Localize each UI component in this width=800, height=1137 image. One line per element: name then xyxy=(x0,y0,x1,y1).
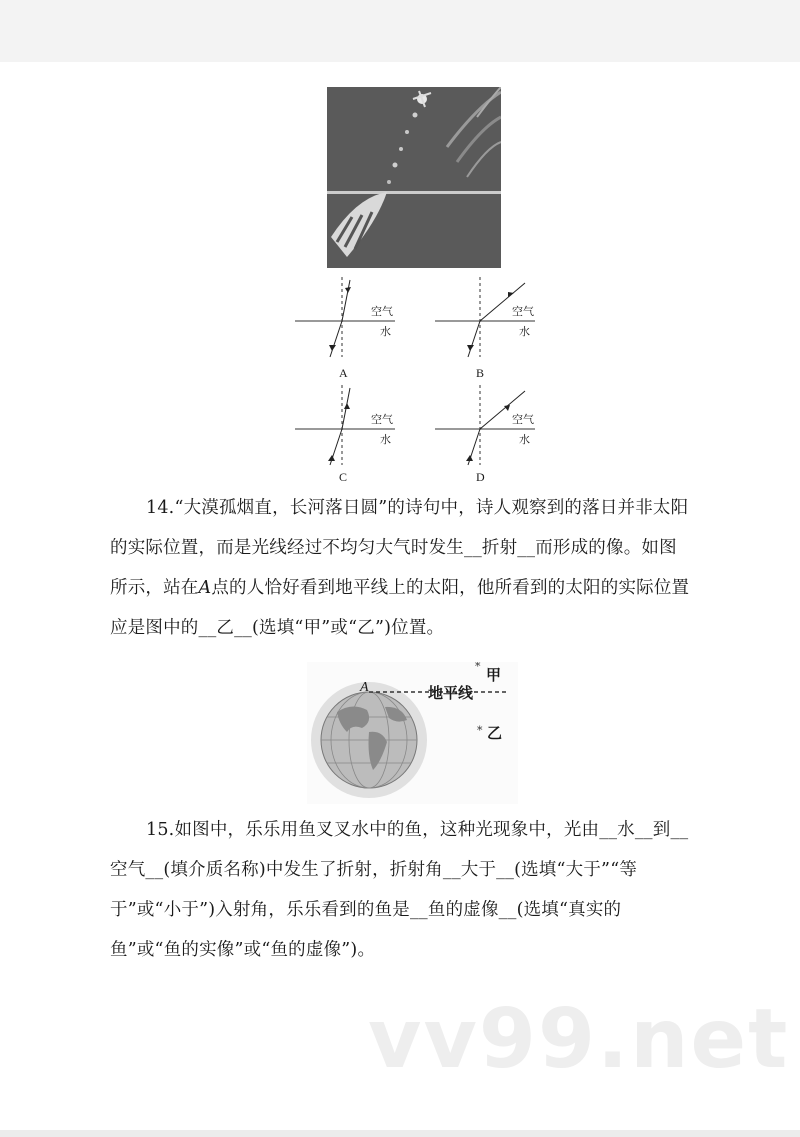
q14-number: 14. xyxy=(146,498,175,518)
question-14 xyxy=(110,488,690,648)
option-b-label: B xyxy=(476,366,485,380)
option-a-label: A xyxy=(339,366,348,380)
water-label-b: 水 xyxy=(519,326,530,338)
q14-blank-2: __乙__ xyxy=(198,618,252,638)
top-margin-bar xyxy=(0,0,800,62)
option-c-label: C xyxy=(339,470,348,484)
q14-blank-1: __折射__ xyxy=(464,538,536,558)
option-d-label: D xyxy=(476,470,485,484)
q15-text-1: 如图中，乐乐用鱼叉叉水中的鱼，这种光现象中，光由 xyxy=(174,820,600,840)
position-yi-label: 乙 xyxy=(487,724,503,742)
q15-number: 15. xyxy=(146,820,175,840)
q14-point-a: A xyxy=(198,578,212,598)
q15-text-5: (选填“真实的鱼”或“鱼的实像”或“鱼的虚像”)。 xyxy=(110,900,622,960)
water-label-c: 水 xyxy=(380,434,391,446)
question-15 xyxy=(110,810,690,970)
earth-point-a: A xyxy=(360,680,369,695)
bottom-margin-bar xyxy=(0,1130,800,1137)
water-label-d: 水 xyxy=(519,434,530,446)
q14-text-2: 而形成的像。如图所示，站在 xyxy=(110,538,677,598)
air-label-c: 空气 xyxy=(371,414,393,426)
q15-text-2: 到 xyxy=(652,820,671,840)
archer-fish-photo xyxy=(327,87,501,268)
q14-text-3: 点的人恰好看到地平线上的太阳，他所看到的太阳的实际位置应是图中的 xyxy=(110,578,690,638)
position-jia-label: 甲 xyxy=(486,666,502,684)
air-label-b: 空气 xyxy=(512,306,534,318)
q15-blank-4: __鱼的虚像__ xyxy=(409,900,517,920)
svg-text:*: * xyxy=(477,724,483,737)
svg-text:*: * xyxy=(475,662,481,673)
q15-text-3: (填介质名称)中发生了折射，折射角 xyxy=(163,860,443,880)
q15-blank-2: __空气__ xyxy=(110,820,689,880)
horizon-label: 地平线 xyxy=(428,684,474,702)
air-label-a: 空气 xyxy=(371,306,393,318)
q14-text-4: (选填“甲”或“乙”)位置。 xyxy=(252,618,445,638)
q15-blank-3: __大于__ xyxy=(442,860,515,880)
air-label-d: 空气 xyxy=(512,414,534,426)
water-label-a: 水 xyxy=(380,326,391,338)
q15-text-4: (选填“大于”“等于”或“小于”)入射角，乐乐看到的鱼是 xyxy=(110,860,638,920)
watermark-text: vv99.net xyxy=(368,992,790,1087)
q14-text-1: “大漠孤烟直，长河落日圆”的诗句中，诗人观察到的落日并非太阳的实际位置，而是光线经过不均匀大气时发生 xyxy=(110,498,689,558)
q15-blank-1: __水__ xyxy=(599,820,653,840)
